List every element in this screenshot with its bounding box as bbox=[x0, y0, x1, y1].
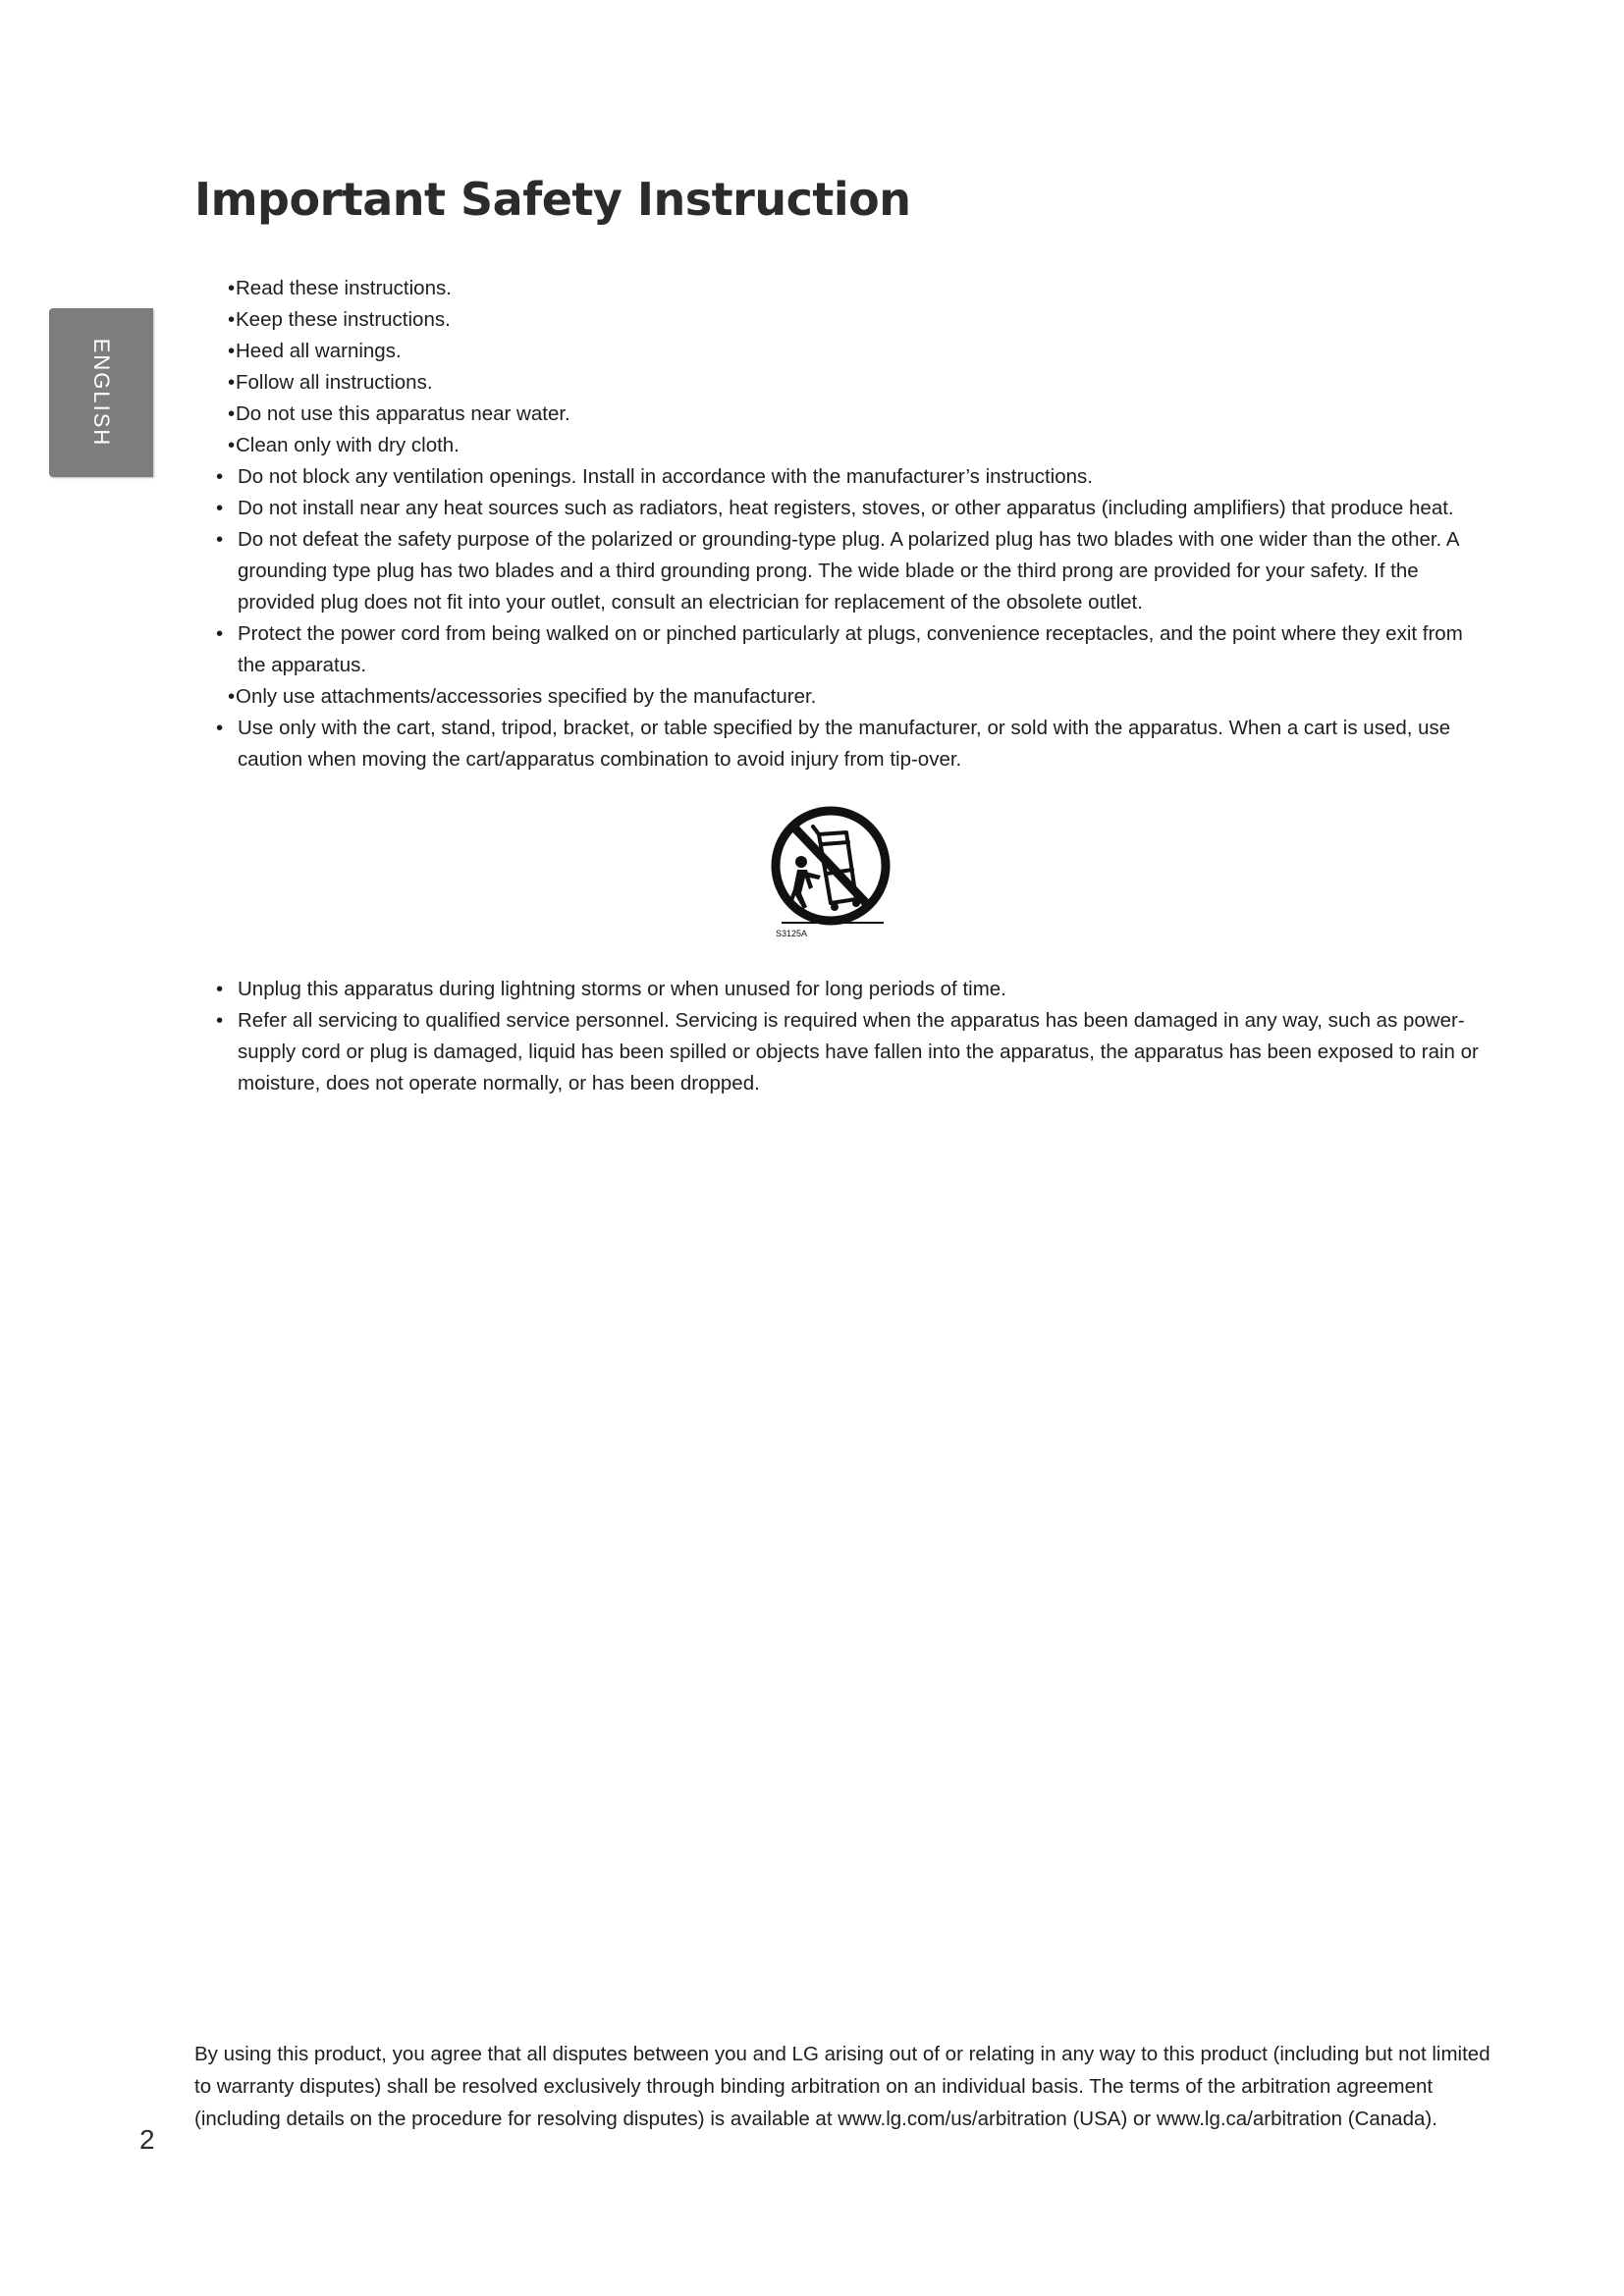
bullet-icon: • bbox=[216, 497, 224, 519]
page-title: Important Safety Instruction bbox=[194, 173, 911, 226]
instruction-item bbox=[216, 713, 1492, 775]
arbitration-notice: By using this product, you agree that all disputes between you and LG arising out of or relating in any way to this product (including but not limited to warranty disputes) shall be resolved exclusively through binding arbitration on an individual basis. The terms of the arbitration agreement (including details on the procedure for resolving disputes) is available at www.lg.com/us/arbitration (USA) or www.lg.ca/arbitration (Canada). bbox=[194, 2043, 1490, 2130]
instruction-text: Protect the power cord from being walked on or pinched particularly at plugs, convenience receptacles, and the point where they exit from the apparatus. bbox=[238, 622, 1463, 676]
instruction-text: Follow all instructions. bbox=[236, 371, 433, 394]
no-cart-tip-over-icon bbox=[762, 805, 899, 942]
instruction-item bbox=[216, 367, 1492, 399]
bullet-icon: • bbox=[228, 434, 236, 456]
page-number: 2 bbox=[139, 2124, 155, 2155]
instruction-item bbox=[216, 430, 1492, 461]
bullet-icon: • bbox=[216, 622, 224, 645]
instruction-item bbox=[216, 493, 1492, 524]
bullet-icon: • bbox=[228, 340, 236, 362]
instruction-text: Heed all warnings. bbox=[236, 340, 402, 362]
instruction-text: Clean only with dry cloth. bbox=[236, 434, 460, 456]
instruction-item bbox=[216, 974, 1492, 1005]
instruction-item bbox=[216, 681, 1492, 713]
bullet-icon: • bbox=[228, 308, 236, 331]
instruction-item bbox=[216, 618, 1492, 681]
instruction-text: Keep these instructions. bbox=[236, 308, 451, 331]
instruction-text: Do not block any ventilation openings. Install in accordance with the manufacturer’s instructions. bbox=[238, 465, 1093, 488]
bullet-icon: • bbox=[228, 685, 236, 708]
instruction-text: Only use attachments/accessories specified by the manufacturer. bbox=[236, 685, 817, 708]
instruction-list-after bbox=[216, 974, 1492, 1099]
figure-caption: S3125A bbox=[776, 929, 808, 938]
instruction-item bbox=[216, 399, 1492, 430]
language-tab bbox=[49, 308, 153, 477]
instruction-text: Use only with the cart, stand, tripod, bracket, or table specified by the manufacturer, or sold with the apparatus. When a cart is used, use caution when moving the cart/apparatus combination to avoid injury from tip-over. bbox=[238, 717, 1451, 771]
instruction-item bbox=[216, 336, 1492, 367]
bullet-icon: • bbox=[228, 277, 236, 299]
bullet-icon: • bbox=[228, 371, 236, 394]
instruction-text: Refer all servicing to qualified service personnel. Servicing is required when the apparatus has been damaged in any way, such as power-supply cord or plug is damaged, liquid has been spilled or objects have fallen into the apparatus, the apparatus has been exposed to rain or moisture, does not operate normally, or has been dropped. bbox=[238, 1009, 1479, 1095]
instruction-text: Do not use this apparatus near water. bbox=[236, 402, 570, 425]
instruction-text: Do not defeat the safety purpose of the polarized or grounding-type plug. A polarized plug has two blades with one wider than the other. A grounding type plug has two blades and a third grounding prong. The wide blade or the third prong are provided for your safety. If the provided plug does not fit into your outlet, consult an electrician for replacement of the obsolete outlet. bbox=[238, 528, 1459, 614]
instruction-item bbox=[216, 1005, 1492, 1099]
bullet-icon: • bbox=[216, 717, 224, 739]
instruction-text: Do not install near any heat sources such as radiators, heat registers, stoves, or other apparatus (including amplifiers) that produce heat. bbox=[238, 497, 1454, 519]
figure-container bbox=[216, 787, 1492, 974]
instruction-item bbox=[216, 461, 1492, 493]
bullet-icon: • bbox=[216, 465, 224, 488]
instruction-text: Unplug this apparatus during lightning storms or when unused for long periods of time. bbox=[238, 978, 1006, 1000]
bullet-icon: • bbox=[216, 528, 224, 551]
instruction-item bbox=[216, 524, 1492, 618]
instruction-list-before bbox=[216, 273, 1492, 775]
instruction-list bbox=[216, 273, 1492, 1099]
bullet-icon: • bbox=[216, 1009, 224, 1032]
language-tab-label: ENGLISH bbox=[89, 338, 114, 448]
instruction-item bbox=[216, 273, 1492, 304]
bullet-icon: • bbox=[216, 978, 224, 1000]
bullet-icon: • bbox=[228, 402, 236, 425]
instruction-item bbox=[216, 304, 1492, 336]
instruction-text: Read these instructions. bbox=[236, 277, 452, 299]
